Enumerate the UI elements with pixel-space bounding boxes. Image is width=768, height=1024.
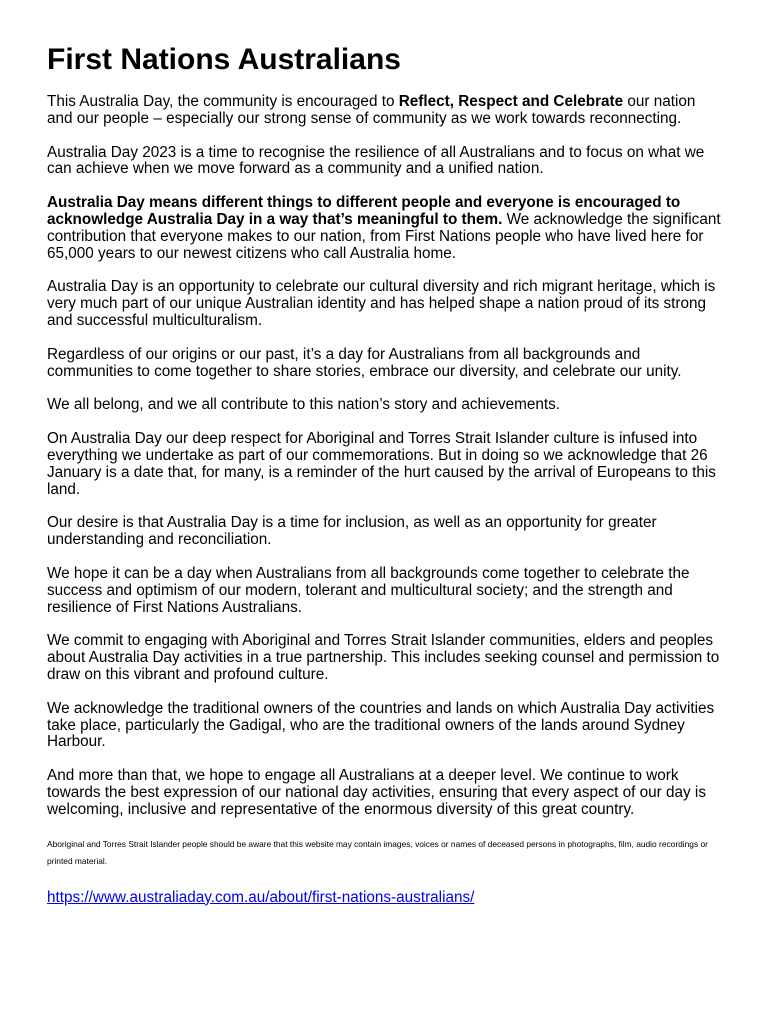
source-link[interactable]: https://www.australiaday.com.au/about/first-nations-australians/: [47, 888, 475, 906]
page-title: First Nations Australians: [47, 43, 401, 76]
paragraph-engage: And more than that, we hope to engage all Australians at a deeper level. We continue to work towards the best expression of our national day activities, ensuring that every aspect of our day is welcoming, inclusive and representative of the enormous diversity of this great country.: [47, 767, 706, 818]
intro-text-pre: This Australia Day, the community is encouraged to: [47, 93, 399, 110]
paragraph-origins: Regardless of our origins or our past, it’s a day for Australians from all backgrounds and communities to come together to share stories, embrace our diversity, and celebrate our unity.: [47, 345, 682, 380]
paragraph-belong: We all belong, and we all contribute to this nation’s story and achievements.: [47, 396, 561, 414]
disclaimer-note: Aboriginal and Torres Strait Islander people should be aware that this website may contain images, voices or names of deceased persons in photographs, film, audio recordings or printed material.: [47, 838, 708, 866]
meaning-bold-text: Australia Day means different things to different people and everyone is encouraged to acknowledge Australia Day in a way that’s meaningful to them.: [47, 194, 681, 228]
paragraph-intro: [47, 94, 723, 128]
paragraph-meaning: [47, 195, 723, 262]
meaning-text-post: We acknowledge the significant contribution that everyone makes to our nation, from First Nations people who have lived here for 65,000 years to our newest citizens who call Australia home.: [47, 210, 721, 262]
paragraph-diversity: Australia Day is an opportunity to celebrate our cultural diversity and rich migrant heritage, which is very much part of our unique Australian identity and has helped shape a nation proud of its strong and successful multiculturalism.: [47, 278, 716, 329]
paragraph-resilience: Australia Day 2023 is a time to recognise the resilience of all Australians and to focus on what we can achieve when we move forward as a community and a unified nation.: [47, 143, 705, 178]
intro-bold-text: Reflect, Respect and Celebrate: [398, 93, 624, 110]
paragraph-inclusion: Our desire is that Australia Day is a time for inclusion, as well as an opportunity for greater understanding and reconciliation.: [47, 514, 657, 549]
paragraph-traditional-owners: We acknowledge the traditional owners of the countries and lands on which Australia Day activities take place, particularly the Gadigal, who are the traditional owners of the lands around Sydney Harbour.: [47, 699, 715, 751]
paragraph-hope: We hope it can be a day when Australians from all backgrounds come together to celebrate the success and optimism of our modern, tolerant and multicultural society; and the strength and resilience of First Nations Australians.: [47, 564, 690, 616]
paragraph-respect: On Australia Day our deep respect for Aboriginal and Torres Strait Islander culture is infused into everything we undertake as part of our commemorations. But in doing so we acknowledge that 26 January is a date that, for many, is a reminder of the hurt caused by the arrival of Europeans to this land.: [47, 430, 716, 498]
intro-text-post: our nation and our people – especially our strong sense of community as we work towards reconnecting.: [47, 93, 696, 127]
document-page: [47, 41, 723, 907]
paragraph-commitment: We commit to engaging with Aboriginal and Torres Strait Islander communities, elders and peoples about Australia Day activities in a true partnership. This includes seeking counsel and permission to draw on this vibrant and profound culture.: [47, 632, 720, 683]
